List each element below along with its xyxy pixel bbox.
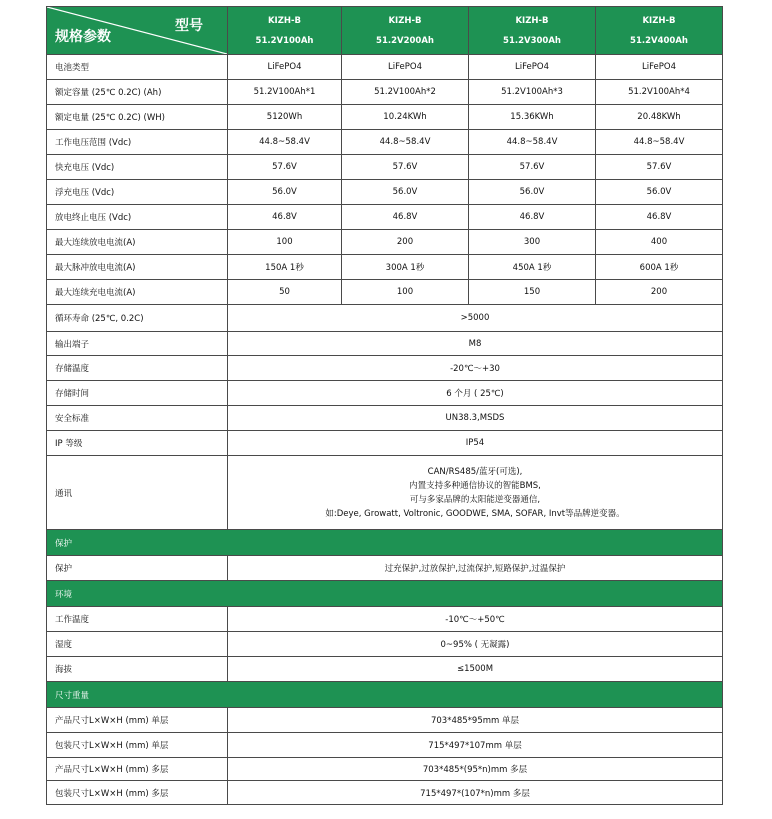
spec-label: 额定容量 (25℃ 0.2C) (Ah) [47,80,228,105]
spec-value: 44.8~58.4V [228,130,342,155]
spec-row [47,758,723,781]
spec-value: 51.2V100Ah*2 [342,80,469,105]
spec-row [47,130,723,155]
section-header-dimensions [47,682,723,708]
model-header-3: KIZH-B 51.2V300Ah [469,7,596,55]
spec-label: 通讯 [47,456,228,530]
spec-value: 600A 1秒 [596,255,723,280]
spec-label: 保护 [47,556,228,581]
spec-value: 46.8V [596,205,723,230]
spec-value: 0~95% ( 无凝露) [228,632,723,657]
communication-row [47,456,723,530]
spec-value: -10℃～+50℃ [228,607,723,632]
spec-label: 额定电量 (25℃ 0.2C) (WH) [47,105,228,130]
shared-row [47,305,723,332]
spec-label: 最大脉冲放电电流(A) [47,255,228,280]
spec-value: 300 [469,230,596,255]
spec-label: 浮充电压 (Vdc) [47,180,228,205]
spec-value: 46.8V [228,205,342,230]
spec-value: LiFePO4 [342,55,469,80]
spec-row [47,180,723,205]
spec-label: 电池类型 [47,55,228,80]
spec-value: 6 个月 ( 25℃) [228,381,723,406]
model-corner-label: 型号 [175,18,203,34]
spec-label: 存储时间 [47,381,228,406]
spec-value: UN38.3,MSDS [228,406,723,431]
spec-value: 20.48KWh [596,105,723,130]
spec-value: LiFePO4 [596,55,723,80]
communication-line: 内置支持多种通信协议的智能BMS, [409,480,541,491]
spec-value: M8 [228,332,723,356]
shared-row [47,332,723,356]
spec-value: 51.2V100Ah*4 [596,80,723,105]
spec-value: 57.6V [469,155,596,180]
spec-row [47,733,723,758]
spec-value: 56.0V [596,180,723,205]
spec-table [46,6,723,805]
spec-value: 56.0V [342,180,469,205]
spec-value: 5120Wh [228,105,342,130]
spec-label: 放电终止电压 (Vdc) [47,205,228,230]
spec-value: 51.2V100Ah*1 [228,80,342,105]
spec-row [47,255,723,280]
spec-value: 703*485*(95*n)mm 多层 [228,758,723,781]
spec-value: 44.8~58.4V [469,130,596,155]
spec-value: 10.24KWh [342,105,469,130]
header-corner-cell [47,7,228,55]
shared-row [47,431,723,456]
spec-value: 150A 1秒 [228,255,342,280]
spec-row [47,205,723,230]
spec-value: 200 [596,280,723,305]
spec-corner-label: 规格参数 [55,29,111,45]
spec-label: 包装尺寸L×W×H (mm) 多层 [47,781,228,805]
spec-value: 300A 1秒 [342,255,469,280]
spec-label: 工作电压范围 (Vdc) [47,130,228,155]
spec-label: 湿度 [47,632,228,657]
spec-row [47,280,723,305]
spec-row [47,55,723,80]
communication-line: 可与多家品牌的太阳能逆变器通信, [409,494,541,505]
communication-line: CAN/RS485/蓝牙(可选), [427,466,523,477]
spec-value: 200 [342,230,469,255]
spec-value: 50 [228,280,342,305]
spec-label: 产品尺寸L×W×H (mm) 多层 [47,758,228,781]
spec-value: 400 [596,230,723,255]
spec-label: 安全标准 [47,406,228,431]
spec-label: 包装尺寸L×W×H (mm) 单层 [47,733,228,758]
spec-label: 产品尺寸L×W×H (mm) 单层 [47,708,228,733]
communication-line: 如:Deye, Growatt, Voltronic, GOODWE, SMA, SOFAR, Invt等品牌逆变器。 [325,508,625,519]
spec-value: 44.8~58.4V [596,130,723,155]
model-header-1: KIZH-B 51.2V100Ah [228,7,342,55]
spec-value: 44.8~58.4V [342,130,469,155]
spec-value: 51.2V100Ah*3 [469,80,596,105]
spec-value: 715*497*(107*n)mm 多层 [228,781,723,805]
spec-row [47,781,723,805]
spec-value: 56.0V [228,180,342,205]
section-title: 尺寸重量 [47,682,723,708]
spec-value: 57.6V [342,155,469,180]
spec-value: 过充保护,过放保护,过流保护,短路保护,过温保护 [228,556,723,581]
section-title: 保护 [47,530,723,556]
spec-label: 最大连续充电电流(A) [47,280,228,305]
spec-label: IP 等级 [47,431,228,456]
spec-row [47,708,723,733]
spec-row [47,632,723,657]
spec-label: 存储温度 [47,356,228,381]
section-header-protection [47,530,723,556]
model-header-2: KIZH-B 51.2V200Ah [342,7,469,55]
shared-row [47,381,723,406]
spec-row [47,80,723,105]
spec-row [47,105,723,130]
spec-value: 46.8V [469,205,596,230]
spec-label: 循环寿命 (25℃, 0.2C) [47,305,228,332]
spec-row [47,607,723,632]
shared-row [47,356,723,381]
spec-value: -20℃～+30 [228,356,723,381]
spec-label: 工作温度 [47,607,228,632]
spec-value: 100 [228,230,342,255]
section-header-environment [47,581,723,607]
communication-value [228,456,723,530]
spec-row [47,657,723,682]
spec-label: 最大连续放电电流(A) [47,230,228,255]
spec-row [47,155,723,180]
spec-value: LiFePO4 [228,55,342,80]
spec-value: 57.6V [228,155,342,180]
spec-value: LiFePO4 [469,55,596,80]
spec-value: 56.0V [469,180,596,205]
spec-row [47,556,723,581]
spec-value: 715*497*107mm 单层 [228,733,723,758]
spec-value: ≤1500M [228,657,723,682]
shared-row [47,406,723,431]
spec-value: 450A 1秒 [469,255,596,280]
spec-value: 15.36KWh [469,105,596,130]
section-title: 环境 [47,581,723,607]
spec-value: 150 [469,280,596,305]
spec-label: 快充电压 (Vdc) [47,155,228,180]
spec-value: 100 [342,280,469,305]
spec-value: 57.6V [596,155,723,180]
spec-value: 703*485*95mm 单层 [228,708,723,733]
spec-label: 海拔 [47,657,228,682]
spec-value: >5000 [228,305,723,332]
spec-row [47,230,723,255]
spec-value: IP54 [228,431,723,456]
model-header-4: KIZH-B 51.2V400Ah [596,7,723,55]
spec-value: 46.8V [342,205,469,230]
header-row [47,7,723,55]
spec-label: 输出端子 [47,332,228,356]
